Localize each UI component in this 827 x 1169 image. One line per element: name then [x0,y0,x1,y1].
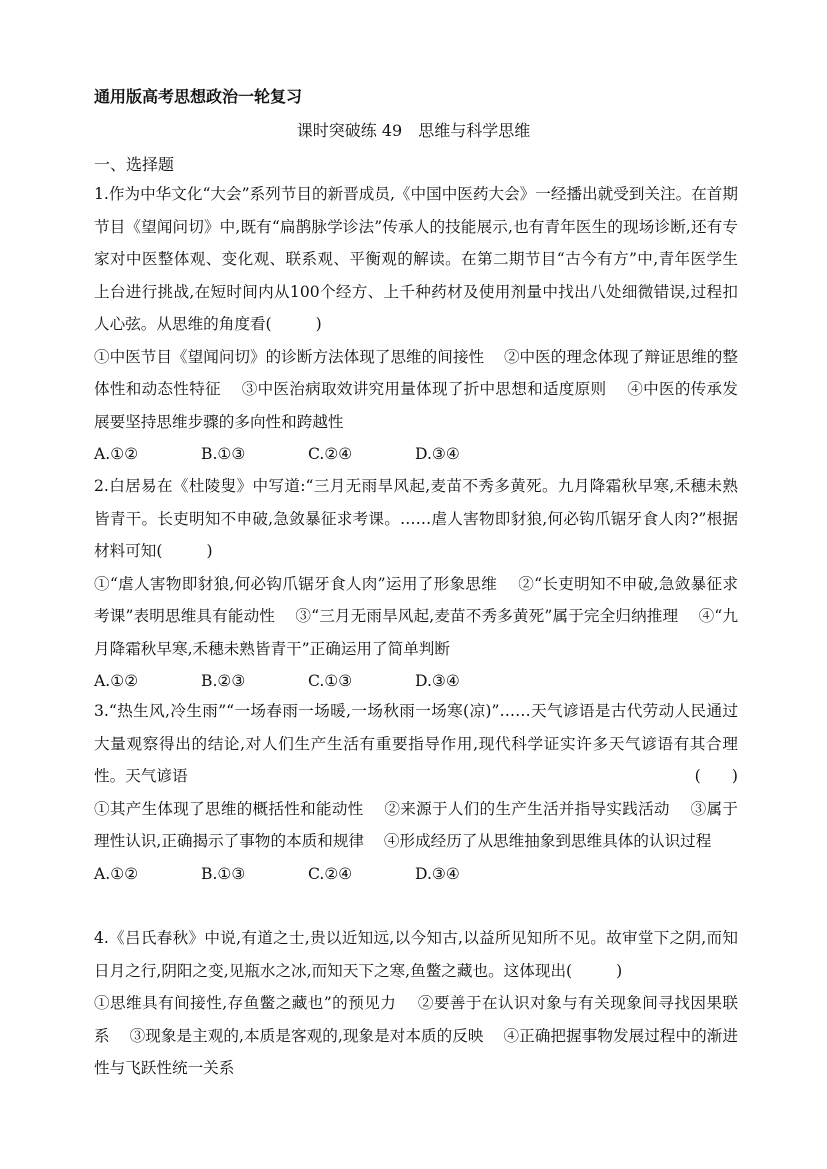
question-1 [94,178,738,470]
statement: ③中医治病取效讲究用量体现了折中思想和适度原则 [241,380,607,398]
statement: ④“九月降霜秋早寒,禾穗未熟皆青干”正确运用了简单判断 [94,607,738,658]
question-statements [94,987,738,1085]
statement: ②“长吏明知不申破,急敛暴征求考课”表明思维具有能动性 [94,574,738,625]
question-statements [94,568,738,666]
option-c[interactable]: C.②④ [308,445,353,463]
page-title: 课时突破练 49 思维与科学思维 [296,121,531,140]
option-d[interactable]: D.③④ [415,864,460,883]
statement: ④形成经历了从思维抽象到思维具体的认识过程 [383,832,712,850]
statement: ④中医的传承发展要坚持思维步骤的多向性和跨越性 [94,380,738,431]
option-b[interactable]: B.①③ [201,864,246,883]
question-statements [94,793,738,858]
section-heading: 一、选择题 [94,155,175,174]
option-b[interactable]: B.①③ [201,445,246,463]
option-d[interactable]: D.③④ [415,672,460,690]
option-c[interactable]: C.②④ [308,864,353,883]
question-stem: 1.作为中华文化“大会”系列节目的新晋成员,《中国中医药大会》一经播出就受到关注。在首期节目《望闻问切》中,既有“扁鹊脉学诊法”传承人的技能展示,也有青年医生的现场诊断,还有专家对中医整体观、变化观、联系观、平衡观的解读。在第二期节目“古今有方”中,青年医学生上台进行挑战,在短时间内从100个经方、上千种药材及使用剂量中找出八处细微错误,过程扣人心弦。从思维的角度看( ) [94,185,738,333]
question-stem: 4.《吕氏春秋》中说,有道之士,贵以近知远,以今知古,以益所见知所不见。故审堂下之阴,而知日月之行,阴阳之变,见瓶水之冰,而知天下之寒,鱼鳖之藏也。这体现出( ) [94,929,738,980]
statement: ②要善于在认识对象与有关现象间寻找因果联系 [94,994,738,1045]
option-c[interactable]: C.①③ [308,672,353,690]
document-header: 通用版高考思想政治一轮复习 [94,87,303,106]
statement: ②来源于人们的生产生活并指导实践活动 [384,799,670,818]
answer-options [94,665,738,697]
statement: ③“三月无雨旱风起,麦苗不秀多黄死”属于完全归纳推理 [295,607,679,625]
statement: ④正确把握事物发展过程中的渐进性与飞跃性统一关系 [94,1026,738,1077]
statement: ②中医的理念体现了辩证思维的整体性和动态性特征 [94,347,738,398]
question-stem: 2.白居易在《杜陵叟》中写道:“三月无雨旱风起,麦苗不秀多黄死。九月降霜秋早寒,禾穗未熟皆青干。长吏明知不申破,急敛暴征求考课。……虐人害物即豺狼,何必钩爪锯牙食人肉?”根据材料可知( ) [94,477,738,560]
statement: ③属于理性认识,正确揭示了事物的本质和规律 [94,799,738,850]
question-2 [94,470,738,697]
statement: ①其产生体现了思维的概括性和能动性 [94,799,364,818]
question-stem: 3.“热生风,冷生雨”“一场春雨一场暖,一场秋雨一场寒(凉)”……天气谚语是古代劳动人民通过大量观察得出的结论,对人们生产生活有重要指导作用,现代科学证实许多天气谚语有其合理性。天气谚语 ( ) [94,695,738,793]
answer-options [94,438,738,470]
option-a[interactable]: A.①② [94,864,139,883]
option-d[interactable]: D.③④ [415,445,460,463]
statement: ①中医节目《望闻问切》的诊断方法体现了思维的间接性 [94,347,485,366]
option-a[interactable]: A.①② [94,445,139,463]
question-statements [94,341,738,439]
statement: ③现象是主观的,本质是客观的,现象是对本质的反映 [129,1026,484,1045]
statement: ①“虐人害物即豺狼,何必钩爪锯牙食人肉”运用了形象思维 [94,574,498,593]
statement: ①思维具有间接性,存鱼鳖之藏也”的预见力 [94,994,397,1012]
question-3 [94,695,738,890]
answer-blank: ( ) [694,767,738,785]
option-b[interactable]: B.②③ [201,672,246,690]
option-a[interactable]: A.①② [94,672,139,690]
question-4 [94,922,738,1085]
answer-options [94,858,738,890]
